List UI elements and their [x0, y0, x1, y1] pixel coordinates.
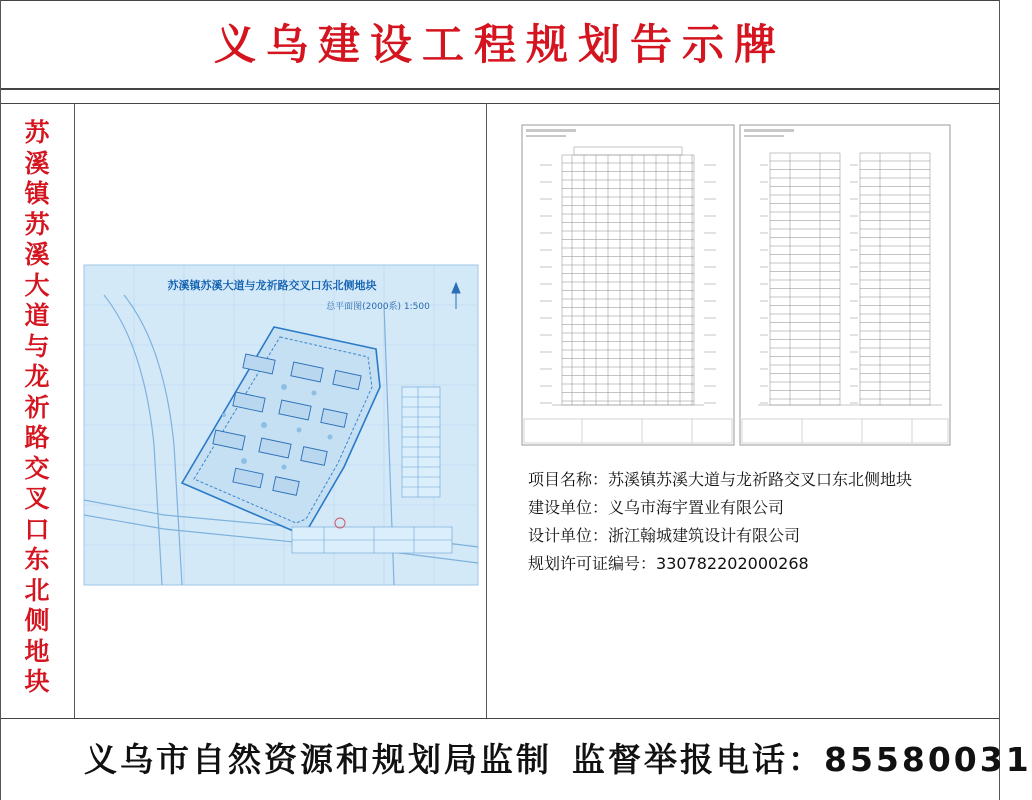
section-sheet [740, 125, 950, 445]
vertical-char: 与 [24, 331, 50, 361]
vertical-project-name [0, 118, 74, 718]
elevation-sheet [522, 125, 734, 445]
info-row-designer: 设计单位：浙江翰城建筑设计有限公司 [528, 526, 801, 545]
vertical-char: 块 [24, 667, 50, 696]
content-top-border [0, 103, 1000, 104]
info-row-project-name: 项目名称：苏溪镇苏溪大道与龙祈路交叉口东北侧地块 [528, 470, 913, 489]
vertical-char: 地 [24, 636, 50, 666]
center-divider [486, 103, 487, 718]
vertical-char: 道 [24, 301, 50, 330]
site-plan-subtitle: 总平面图(2000系) 1:500 [326, 302, 430, 312]
site-plan-title: 苏溪镇苏溪大道与龙祈路交叉口东北侧地块 [167, 279, 377, 292]
vertical-char: 北 [24, 575, 50, 605]
project-info [528, 466, 988, 578]
content-bottom-border [0, 718, 1000, 719]
site-plan-drawing [84, 265, 478, 585]
info-row-developer: 建设单位：义乌市海宇置业有限公司 [528, 498, 785, 517]
supervisor-text: 义乌市自然资源和规划局监制 [84, 740, 552, 779]
info-row-permit-number: 规划许可证编号：330782202000268 [528, 554, 809, 573]
header-divider [0, 88, 1000, 90]
elevation-section-drawings [522, 125, 950, 445]
elevation-drawing [522, 125, 950, 445]
footer-supervision-line [84, 734, 1032, 781]
vertical-char: 溪 [24, 240, 50, 269]
top-border [0, 0, 1000, 1]
hotline-number[interactable]: 85580031 [824, 740, 1032, 779]
vertical-char: 镇 [24, 179, 50, 208]
vertical-char: 路 [24, 423, 50, 452]
vertical-char: 溪 [24, 148, 50, 178]
hotline-label: 监督举报电话： [572, 740, 824, 779]
vertical-char: 大 [24, 270, 50, 300]
vertical-char: 叉 [24, 484, 50, 513]
sidebar-divider [74, 103, 75, 718]
vertical-char: 苏 [24, 118, 50, 147]
vertical-char: 侧 [24, 606, 50, 635]
vertical-char: 龙 [24, 362, 50, 391]
site-plan-image [84, 265, 478, 585]
vertical-char: 交 [24, 453, 50, 483]
right-border [999, 0, 1000, 800]
vertical-char: 祈 [24, 392, 50, 422]
vertical-char: 苏 [24, 209, 50, 239]
vertical-char: 口 [24, 514, 50, 544]
vertical-char: 东 [24, 545, 50, 574]
board-title: 义乌建设工程规划告示牌 [213, 20, 786, 69]
